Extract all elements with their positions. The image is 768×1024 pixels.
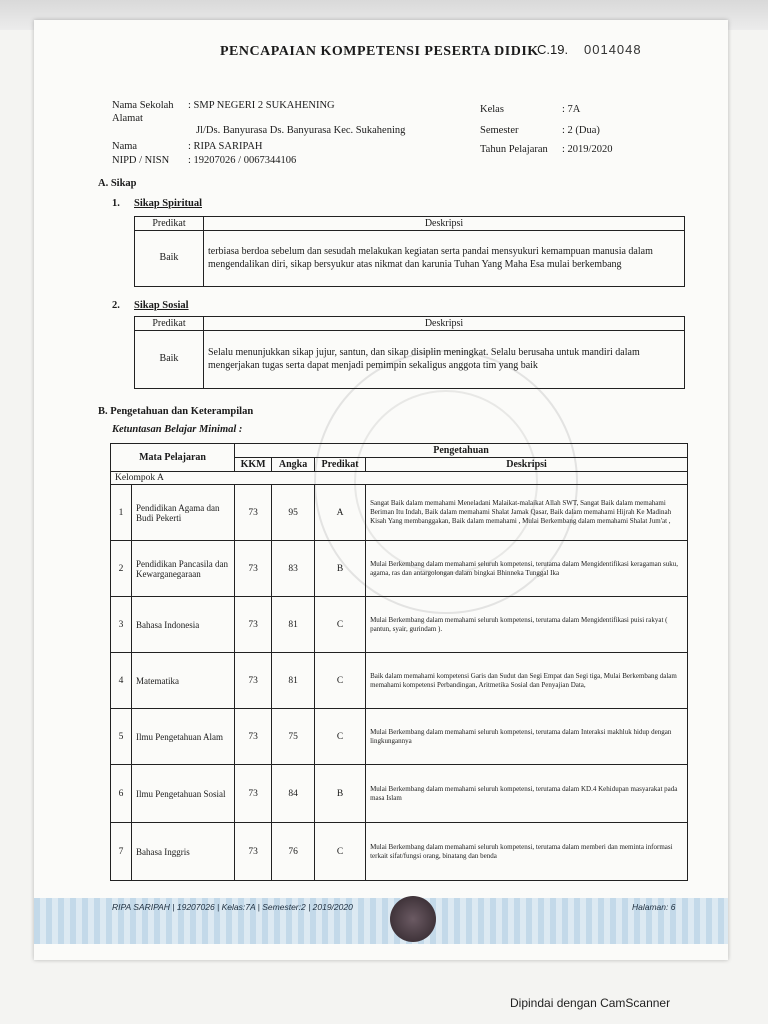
kelas-label: Kelas	[480, 104, 504, 115]
row-number: 7	[111, 823, 132, 881]
col-kkm: KKM	[235, 458, 272, 472]
section-a-heading: A. Sikap	[98, 178, 137, 189]
table-row	[111, 823, 688, 881]
semester-value: : 2 (Dua)	[562, 125, 600, 136]
row-subject: Bahasa Inggris	[132, 823, 235, 881]
tahun-value: : 2019/2020	[562, 144, 613, 155]
col-angka: Angka	[272, 458, 315, 472]
row-number: 6	[111, 765, 132, 823]
spiritual-number: 1.	[112, 198, 120, 209]
row-deskripsi: Mulai Berkembang dalam memahami seluruh kompetensi, terutama dalam Mengidentifikasi keragaman suku, agama, ras dan antargolongan dalam bingkai Bhinneka Tunggal Ika	[366, 541, 688, 597]
row-angka: 84	[272, 765, 315, 823]
row-angka: 76	[272, 823, 315, 881]
spiritual-col-deskripsi: Deskripsi	[204, 217, 685, 231]
footer-page-number: Halaman: 6	[632, 902, 676, 912]
spiritual-predikat: Baik	[135, 231, 204, 287]
row-subject: Ilmu Pengetahuan Sosial	[132, 765, 235, 823]
nipd-value: : 19207026 / 0067344106	[188, 155, 297, 166]
col-deskripsi: Deskripsi	[366, 458, 688, 472]
col-predikat: Predikat	[315, 458, 366, 472]
col-mata-pelajaran: Mata Pelajaran	[111, 444, 235, 472]
nama-sekolah-label: Nama Sekolah	[112, 100, 174, 111]
table-row	[111, 709, 688, 765]
spiritual-table	[134, 216, 685, 287]
grades-table	[110, 443, 688, 881]
row-angka: 75	[272, 709, 315, 765]
tahun-label: Tahun Pelajaran	[480, 144, 548, 155]
footer-student-info: RIPA SARIPAH | 19207026 | Kelas:7A | Semester:2 | 2019/2020	[112, 902, 353, 912]
sosial-table	[134, 316, 685, 389]
table-row	[111, 541, 688, 597]
row-predikat: C	[315, 597, 366, 653]
row-kkm: 73	[235, 653, 272, 709]
table-row	[111, 485, 688, 541]
spiritual-title: Sikap Spiritual	[134, 198, 202, 209]
row-predikat: C	[315, 709, 366, 765]
row-predikat: B	[315, 765, 366, 823]
row-predikat: C	[315, 653, 366, 709]
alamat-value: Jl/Ds. Banyurasa Ds. Banyurasa Kec. Sukahening	[196, 125, 406, 136]
sosial-number: 2.	[112, 300, 120, 311]
row-angka: 81	[272, 597, 315, 653]
row-kkm: 73	[235, 823, 272, 881]
row-kkm: 73	[235, 485, 272, 541]
row-predikat: A	[315, 485, 366, 541]
row-deskripsi: Mulai Berkembang dalam memahami seluruh kompetensi, terutama dalam Mengidentifikasi puisi rakyat ( pantun, syair, gurindam ).	[366, 597, 688, 653]
row-kkm: 73	[235, 597, 272, 653]
row-angka: 81	[272, 653, 315, 709]
row-predikat: B	[315, 541, 366, 597]
row-deskripsi: Mulai Berkembang dalam memahami seluruh kompetensi, terutama dalam KD.4 Kehidupan masyarakat pada masa Islam	[366, 765, 688, 823]
alamat-label: Alamat	[112, 113, 143, 124]
row-subject: Ilmu Pengetahuan Alam	[132, 709, 235, 765]
semester-label: Semester	[480, 125, 519, 136]
row-subject: Matematika	[132, 653, 235, 709]
sosial-predikat: Baik	[135, 331, 204, 389]
spiritual-col-predikat: Predikat	[135, 217, 204, 231]
nipd-label: NIPD / NISN	[112, 155, 170, 166]
page-title: PENCAPAIAN KOMPETENSI PESERTA DIDIK	[220, 44, 539, 59]
nama-value: : RIPA SARIPAH	[188, 141, 263, 152]
row-kkm: 73	[235, 709, 272, 765]
kelompok-label: Kelompok A	[111, 472, 688, 485]
row-deskripsi: Sangat Baik dalam memahami Meneladani Malaikat-malaikat Allah SWT, Sangat Baik dalam memahami Beriman Itu Indah, Baik dalam memahami Shalat Jamak Qasar, Baik dalam memahami Hijrah Ke Madinah Kisah Yang membanggakan, Baik dalam memahami , Mulai Berkembang dalam memahami Shalat Jum'at ,	[366, 485, 688, 541]
row-subject: Bahasa Indonesia	[132, 597, 235, 653]
nama-label: Nama	[112, 141, 138, 152]
kbm-heading: Ketuntasan Belajar Minimal :	[112, 424, 243, 435]
row-number: 1	[111, 485, 132, 541]
row-subject: Pendidikan Pancasila dan Kewarganegaraan	[132, 541, 235, 597]
row-number: 2	[111, 541, 132, 597]
row-deskripsi: Mulai Berkembang dalam memahami seluruh kompetensi, terutama dalam memberi dan meminta informasi terkait sifat/fungsi orang, binatang dan benda	[366, 823, 688, 881]
row-number: 5	[111, 709, 132, 765]
seal-emblem	[390, 896, 436, 942]
spiritual-deskripsi: terbiasa berdoa sebelum dan sesudah melakukan kegiatan serta pandai mensyukuri kemampuan manusia dalam mengendalikan diri, sikap bersyukur atas nikmat dan karunia Tuhan Yang Maha Esa mulai berkembang	[204, 231, 685, 287]
table-row	[111, 653, 688, 709]
table-row	[111, 765, 688, 823]
scanner-watermark: Dipindai dengan CamScanner	[510, 996, 671, 1010]
section-b-heading: B. Pengetahuan dan Keterampilan	[98, 406, 254, 417]
row-kkm: 73	[235, 765, 272, 823]
row-kkm: 73	[235, 541, 272, 597]
nama-sekolah-value: : SMP NEGERI 2 SUKAHENING	[188, 100, 335, 111]
sosial-title: Sikap Sosial	[134, 300, 189, 311]
row-angka: 95	[272, 485, 315, 541]
sosial-col-deskripsi: Deskripsi	[204, 317, 685, 331]
row-number: 4	[111, 653, 132, 709]
table-row	[111, 597, 688, 653]
row-subject: Pendidikan Agama dan Budi Pekerti	[132, 485, 235, 541]
sosial-deskripsi: Selalu menunjukkan sikap jujur, santun, dan sikap disiplin meningkat. Selalu berusaha untuk mandiri dalam mengerjakan tugas serta dapat menjadi pemimpin sekaligus anggota tim yang baik	[204, 331, 685, 389]
kelas-value: : 7A	[562, 104, 581, 115]
sosial-col-predikat: Predikat	[135, 317, 204, 331]
row-predikat: C	[315, 823, 366, 881]
document-number: 0014048	[584, 42, 642, 57]
row-angka: 83	[272, 541, 315, 597]
row-deskripsi: Mulai Berkembang dalam memahami seluruh kompetensi, terutama dalam Interaksi makhluk hidup dengan lingkungannya	[366, 709, 688, 765]
row-number: 3	[111, 597, 132, 653]
col-pengetahuan: Pengetahuan	[235, 444, 688, 458]
document-code: C.19.	[537, 42, 569, 57]
row-deskripsi: Baik dalam memahami kompetensi Garis dan Sudut dan Segi Empat dan Segi tiga, Mulai Berkembang dalam memahami kompetensi Perbandingan, Aritmetika Sosial dan Penyajian Data,	[366, 653, 688, 709]
